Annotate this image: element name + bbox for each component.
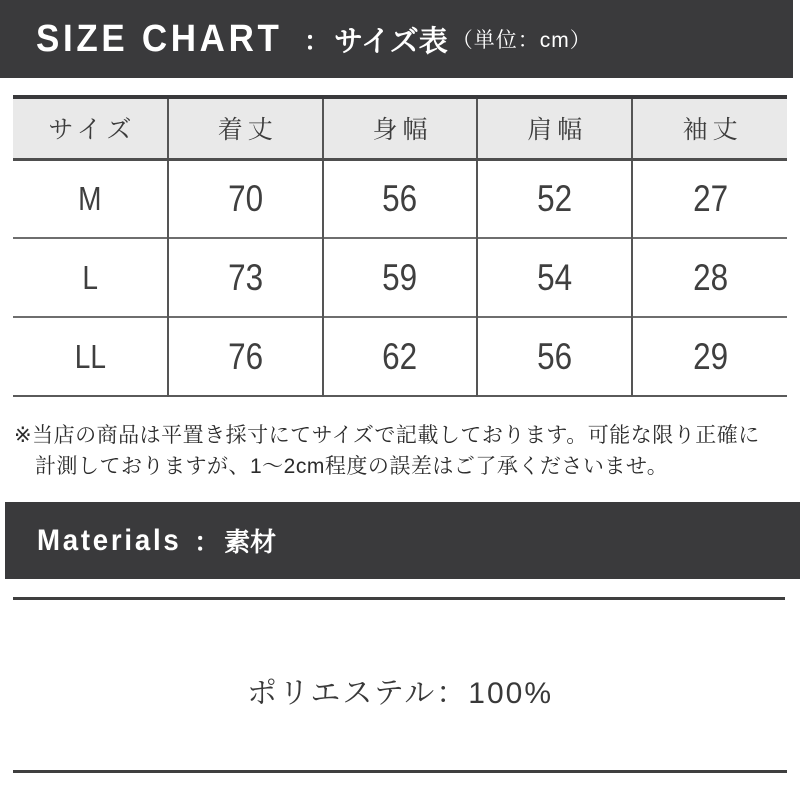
body-width-value: 62	[382, 335, 418, 377]
materials-divider-line	[13, 597, 785, 600]
size-cell	[13, 238, 168, 317]
body-width-cell	[323, 238, 478, 317]
header-body-width: 身幅	[323, 97, 478, 159]
sleeve-length-cell	[632, 159, 787, 238]
size-chart-banner	[0, 0, 793, 78]
length-cell	[168, 159, 323, 238]
shoulder-width-cell	[477, 159, 632, 238]
measurement-note-line2: 計測しておりますが、1〜2cm程度の誤差はご了承くださいませ。	[35, 455, 669, 478]
length-cell	[168, 317, 323, 396]
materials-title-ja: 素材	[224, 527, 277, 557]
measurement-note-line1: ※当店の商品は平置き採寸にてサイズで記載しております。可能な限り正確に	[14, 424, 760, 447]
header-shoulder-width: 肩幅	[477, 97, 632, 159]
sleeve-length-value: 29	[692, 335, 728, 377]
material-composition: ポリエステル：100%	[246, 677, 554, 710]
shoulder-width-value: 54	[537, 256, 573, 298]
size-table-container	[13, 95, 787, 397]
sleeve-length-value: 28	[692, 256, 728, 298]
body-width-value: 56	[382, 177, 418, 219]
materials-banner	[5, 502, 800, 579]
size-table	[13, 95, 787, 397]
size-cell	[13, 159, 168, 238]
size-chart-title-en: SIZE CHART	[36, 17, 283, 60]
body-width-cell	[323, 317, 478, 396]
size-chart-title-ja: サイズ表	[334, 25, 448, 58]
size-chart-unit-label: （単位：cm）	[451, 29, 592, 52]
size-chart-title-separator: ：	[304, 25, 331, 56]
size-value: L	[82, 258, 98, 296]
sleeve-length-cell	[632, 317, 787, 396]
shoulder-width-cell	[477, 238, 632, 317]
size-value: M	[78, 179, 102, 217]
length-value: 70	[227, 177, 263, 219]
table-row-ll	[13, 317, 787, 396]
length-value: 76	[227, 335, 263, 377]
materials-title-separator: ：	[194, 527, 221, 557]
length-cell	[168, 238, 323, 317]
length-value: 73	[227, 256, 263, 298]
table-row-m	[13, 159, 787, 238]
table-row-l	[13, 238, 787, 317]
measurement-note	[14, 420, 789, 482]
sleeve-length-cell	[632, 238, 787, 317]
materials-title-en: Materials	[37, 523, 182, 557]
size-value: LL	[74, 337, 106, 375]
shoulder-width-cell	[477, 317, 632, 396]
size-table-header-row	[13, 97, 787, 159]
header-length: 着丈	[168, 97, 323, 159]
bottom-divider-line	[13, 770, 787, 773]
shoulder-width-value: 56	[537, 335, 573, 377]
header-sleeve-length: 袖丈	[632, 97, 787, 159]
header-size: サイズ	[48, 116, 137, 145]
body-width-cell	[323, 159, 478, 238]
body-width-value: 59	[382, 256, 418, 298]
size-cell	[13, 317, 168, 396]
shoulder-width-value: 52	[537, 177, 573, 219]
sleeve-length-value: 27	[692, 177, 728, 219]
